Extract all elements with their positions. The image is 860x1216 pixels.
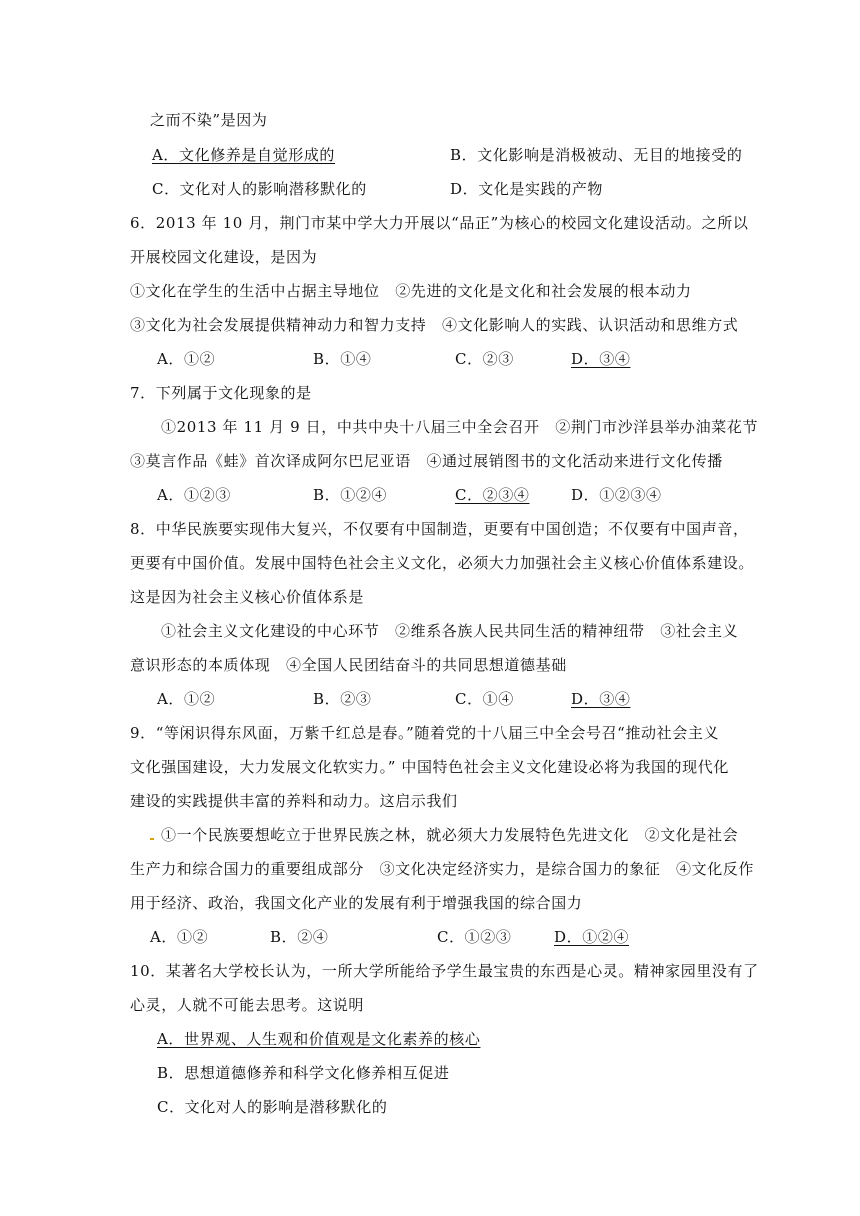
q7-option-c: C．②③④ bbox=[455, 486, 530, 504]
q9-option-d: D．①②④ bbox=[554, 928, 630, 946]
q9-stem-line-2: 文化强国建设，大力发展文化软实力。” 中国特色社会主义文化建设必将为我国的现代化 bbox=[130, 758, 729, 776]
q9-stem-line-1: 9．“等闲识得东风面，万紫千红总是春。”随着党的十八届三中全会号召“推动社会主义 bbox=[130, 724, 720, 742]
q9-stem-line-3: 建设的实践提供丰富的养料和动力。这启示我们 bbox=[130, 792, 458, 810]
q7-statement-3-4: ③莫言作品《蛙》首次译成阿尔巴尼亚语 ④通过展销图书的文化活动来进行文化传播 bbox=[130, 452, 723, 470]
q9-option-c: C．①②③ bbox=[437, 928, 512, 946]
q6-option-d: D．③④ bbox=[571, 350, 631, 368]
q8-option-d: D．③④ bbox=[571, 690, 631, 708]
q10-option-c: C．文化对人的影响是潜移默化的 bbox=[157, 1098, 388, 1116]
q8-option-b: B．②③ bbox=[313, 690, 372, 708]
q9-statement-line-1: ①一个民族要想屹立于世界民族之林，就必须大力发展特色先进文化 ②文化是社会 bbox=[161, 826, 739, 844]
q8-statement-line-1: ①社会主义文化建设的中心环节 ②维系各族人民共同生活的精神纽带 ③社会主义 bbox=[161, 622, 739, 640]
q7-option-d: D．①②③④ bbox=[571, 486, 662, 504]
q6-stem-line-1: 6．2013 年 10 月，荆门市某中学大力开展以“品正”为核心的校园文化建设活动。之所以 bbox=[130, 214, 749, 232]
q8-stem-line-1: 8．中华民族要实现伟大复兴，不仅要有中国制造，更要有中国创造；不仅要有中国声音， bbox=[130, 520, 749, 538]
q6-option-c: C．②③ bbox=[455, 350, 514, 368]
q6-option-b: B．①④ bbox=[313, 350, 372, 368]
q9-option-a: A．①② bbox=[150, 928, 209, 946]
q5-stem-continuation: 之而不染”是因为 bbox=[150, 111, 268, 129]
q7-option-b: B．①②④ bbox=[313, 486, 388, 504]
q7-stem: 7．下列属于文化现象的是 bbox=[130, 384, 312, 402]
q10-option-b: B．思想道德修养和科学文化修养相互促进 bbox=[157, 1064, 450, 1082]
q8-option-a: A．①② bbox=[157, 690, 216, 708]
q8-stem-line-2: 更要有中国价值。发展中国特色社会主义文化，必须大力加强社会主义核心价值体系建设。 bbox=[130, 554, 755, 572]
q9-option-b: B．②④ bbox=[270, 928, 329, 946]
q8-stem-line-3: 这是因为社会主义核心价值体系是 bbox=[130, 588, 365, 606]
q10-stem-line-2: 心灵，人就不可能去思考。这说明 bbox=[130, 996, 365, 1014]
edit-mark bbox=[150, 838, 154, 840]
q5-option-b: B．文化影响是消极被动、无目的地接受的 bbox=[450, 146, 743, 164]
q10-option-a: A．世界观、人生观和价值观是文化素养的核心 bbox=[157, 1030, 481, 1048]
q8-statement-line-2: 意识形态的本质体现 ④全国人民团结奋斗的共同思想道德基础 bbox=[130, 656, 567, 674]
q5-option-d: D．文化是实践的产物 bbox=[450, 180, 604, 198]
q10-stem-line-1: 10．某著名大学校长认为，一所大学所能给予学生最宝贵的东西是心灵。精神家园里没有了 bbox=[130, 962, 759, 980]
q9-statement-line-2: 生产力和综合国力的重要组成部分 ③文化决定经济实力，是综合国力的象征 ④文化反作 bbox=[130, 860, 755, 878]
q6-statement-1-2: ①文化在学生的生活中占据主导地位 ②先进的文化是文化和社会发展的根本动力 bbox=[130, 282, 692, 300]
q7-statement-1-2: ①2013 年 11 月 9 日，中共中央十八届三中全会召开 ②荆门市沙洋县举办油菜花节 bbox=[161, 418, 759, 436]
q7-option-a: A．①②③ bbox=[157, 486, 231, 504]
q9-statement-line-3: 用于经济、政治，我国文化产业的发展有利于增强我国的综合国力 bbox=[130, 894, 583, 912]
q6-stem-line-2: 开展校园文化建设，是因为 bbox=[130, 248, 318, 266]
q5-option-a: A．文化修养是自觉形成的 bbox=[152, 146, 336, 164]
q8-option-c: C．①④ bbox=[455, 690, 514, 708]
q6-option-a: A．①② bbox=[157, 350, 216, 368]
q6-statement-3-4: ③文化为社会发展提供精神动力和智力支持 ④文化影响人的实践、认识活动和思维方式 bbox=[130, 316, 739, 334]
q5-option-c: C．文化对人的影响潜移默化的 bbox=[152, 180, 367, 198]
